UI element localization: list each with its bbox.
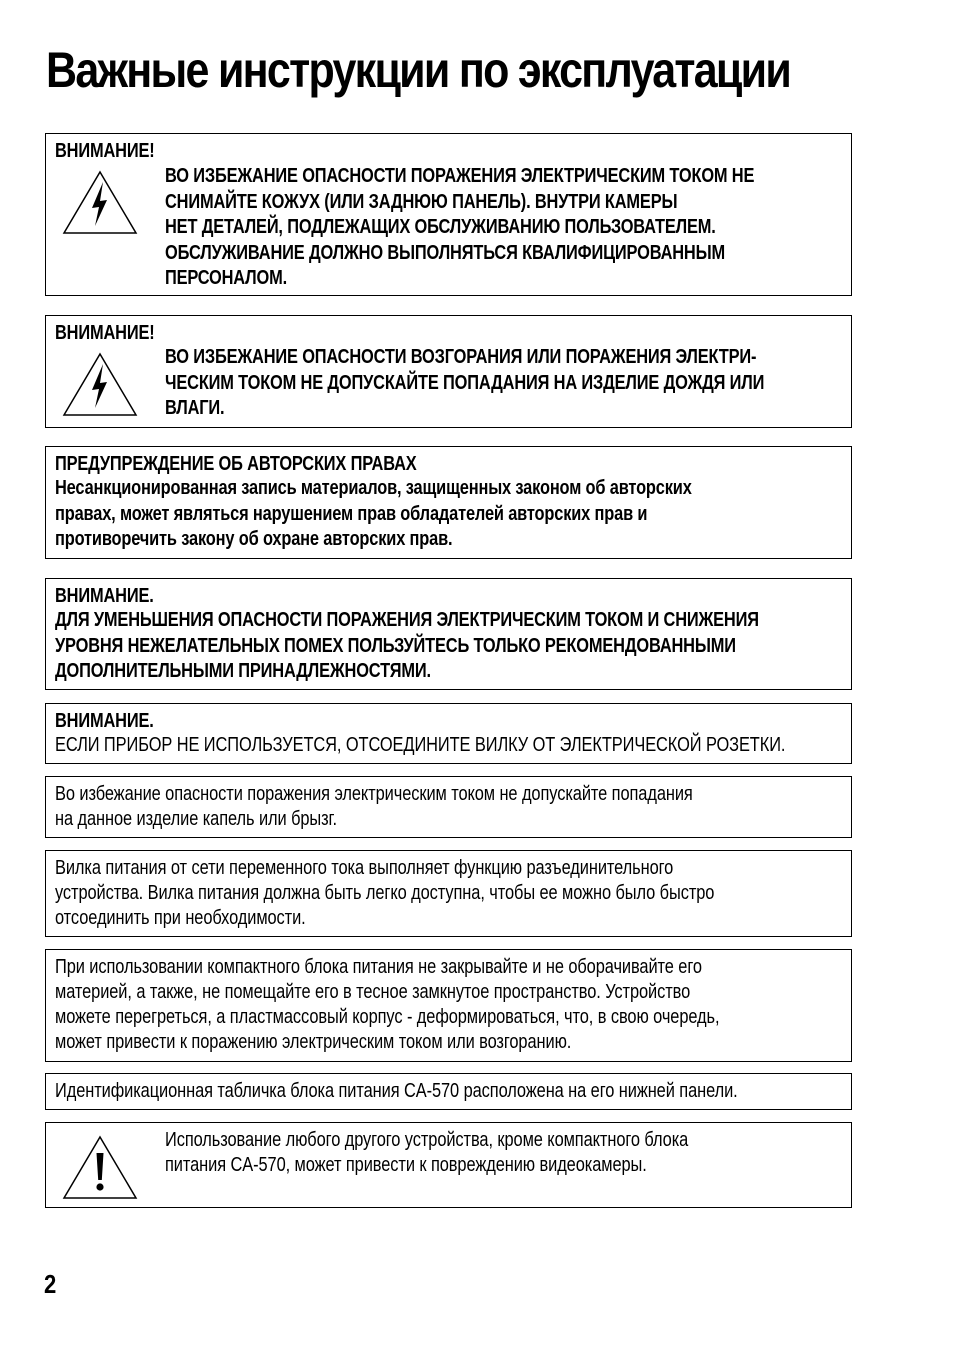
warning-text <box>55 733 786 758</box>
text-line: НЕТ ДЕТАЛЕЙ, ПОДЛЕЖАЩИХ ОБСЛУЖИВАНИЮ ПОЛЬЗОВАТЕЛЕМ. <box>165 216 716 238</box>
warning-box-accessories <box>45 578 852 690</box>
text-line: ВЛАГИ. <box>165 397 225 419</box>
text-line: ДЛЯ УМЕНЬШЕНИЯ ОПАСНОСТИ ПОРАЖЕНИЯ ЭЛЕКТРИЧЕСКИМ ТОКОМ И СНИЖЕНИЯ <box>55 609 759 631</box>
notice-box-power-plug <box>45 850 852 937</box>
text-line: противоречить закону об охране авторских прав. <box>55 528 453 550</box>
warning-heading: ВНИМАНИЕ. <box>55 710 154 732</box>
warning-box-fire-moisture <box>45 315 852 428</box>
text-line: можете перегреться, а пластмассовый корпус - деформироваться, что, в свою очередь, <box>55 1006 720 1028</box>
text-line: ПЕРСОНАЛОМ. <box>165 267 288 289</box>
text-line: Вилка питания от сети переменного тока выполняет функцию разъединительного <box>55 857 674 879</box>
caution-box-other-devices <box>45 1122 852 1208</box>
notice-text <box>55 1079 738 1104</box>
text-line: При использовании компактного блока питания не закрывайте и не оборачивайте его <box>55 956 702 978</box>
copyright-warning-box <box>45 446 852 559</box>
text-line: ДОПОЛНИТЕЛЬНЫМИ ПРИНАДЛЕЖНОСТЯМИ. <box>55 660 431 682</box>
page-title: Важные инструкции по эксплуатации <box>46 42 791 98</box>
notice-text <box>55 782 700 832</box>
notice-box-splashes <box>45 776 852 838</box>
text-line: Идентификационная табличка блока питания CA-570 расположена на его нижней панели. <box>55 1080 738 1102</box>
warning-box-shock-cover <box>45 133 852 296</box>
text-line: УРОВНЯ НЕЖЕЛАТЕЛЬНЫХ ПОМЕХ ПОЛЬЗУЙТЕСЬ ТОЛЬКО РЕКОМЕНДОВАННЫМИ <box>55 634 736 657</box>
text-line: материей, а также, не помещайте его в тесное замкнутое пространство. Устройство <box>55 981 691 1003</box>
text-line: Использование любого другого устройства, кроме компактного блока <box>165 1129 689 1151</box>
text-line: отсоединить при необходимости. <box>55 907 306 929</box>
text-line: на данное изделие капель или брызг. <box>55 808 337 830</box>
text-line: ЧЕСКИМ ТОКОМ НЕ ДОПУСКАЙТЕ ПОПАДАНИЯ НА ИЗДЕЛИЕ ДОЖДЯ ИЛИ <box>165 371 765 394</box>
warning-heading: ВНИМАНИЕ. <box>55 585 154 607</box>
text-line: ВО ИЗБЕЖАНИЕ ОПАСНОСТИ ПОРАЖЕНИЯ ЭЛЕКТРИЧЕСКИМ ТОКОМ НЕ <box>165 165 755 187</box>
electric-shock-warning-icon <box>62 352 138 418</box>
text-line: может привести к поражению электрическим током или возгоранию. <box>55 1031 572 1053</box>
warning-text <box>55 608 759 685</box>
text-line: Во избежание опасности поражения электрическим током не допускайте попадания <box>55 783 693 805</box>
warning-text <box>165 164 754 292</box>
text-line: ЕСЛИ ПРИБОР НЕ ИСПОЛЬЗУЕТСЯ, ОТСОЕДИНИТЕ ВИЛКУ ОТ ЭЛЕКТРИЧЕСКОЙ РОЗЕТКИ. <box>55 734 786 756</box>
text-line: Несанкционированная запись материалов, защищенных законом об авторских <box>55 477 692 499</box>
notice-text <box>55 955 720 1055</box>
notice-box-id-plate <box>45 1073 852 1110</box>
warning-text <box>165 345 764 422</box>
text-line: ОБСЛУЖИВАНИЕ ДОЛЖНО ВЫПОЛНЯТЬСЯ КВАЛИФИЦИРОВАННЫМ <box>165 241 726 264</box>
warning-heading: ПРЕДУПРЕЖДЕНИЕ ОБ АВТОРСКИХ ПРАВАХ <box>55 453 417 475</box>
text-line: ВО ИЗБЕЖАНИЕ ОПАСНОСТИ ВОЗГОРАНИЯ ИЛИ ПОРАЖЕНИЯ ЭЛЕКТРИ- <box>165 346 757 368</box>
text-line: устройства. Вилка питания должна быть легко доступна, чтобы ее можно было быстро <box>55 882 715 904</box>
text-line: СНИМАЙТЕ КОЖУХ (ИЛИ ЗАДНЮЮ ПАНЕЛЬ). ВНУТРИ КАМЕРЫ <box>165 190 678 213</box>
notice-box-power-adapter <box>45 949 852 1062</box>
warning-heading: ВНИМАНИЕ! <box>55 140 155 162</box>
warning-heading: ВНИМАНИЕ! <box>55 322 155 344</box>
caution-text <box>165 1128 688 1178</box>
page-number: 2 <box>44 1269 57 1299</box>
text-line: питания CA-570, может привести к повреждению видеокамеры. <box>165 1154 647 1176</box>
text-line: правах, может являться нарушением прав обладателей авторских прав и <box>55 502 648 525</box>
notice-text <box>55 856 715 931</box>
general-warning-icon <box>62 1135 138 1201</box>
electric-shock-warning-icon <box>62 170 138 236</box>
warning-box-unplug <box>45 703 852 764</box>
warning-text <box>55 476 700 553</box>
